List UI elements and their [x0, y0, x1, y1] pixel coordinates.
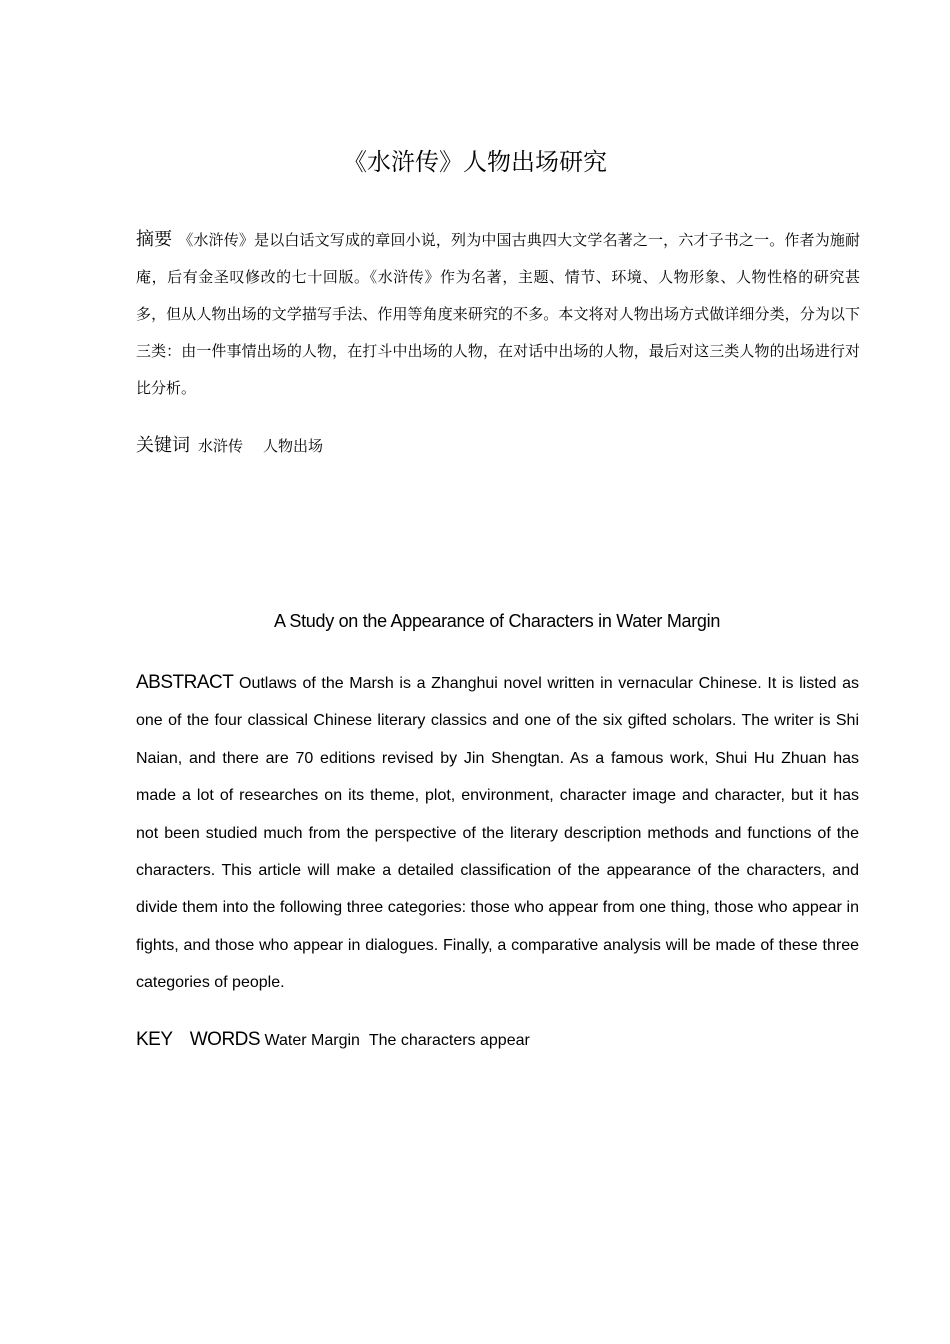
- chinese-abstract-label: 摘要: [136, 229, 173, 250]
- english-abstract: [136, 664, 859, 1002]
- english-keyword: The characters appear: [368, 1032, 530, 1049]
- chinese-abstract-text: 《水浒传》是以白话文写成的章回小说，列为中国古典四大文学名著之一，六才子书之一。作者为施耐庵，后有金圣叹修改的七十回版。《水浒传》作为名著，主题、情节、环境、人物形象、人物性格的研究甚多，但从人物出场的文学描写手法、作用等角度来研究的不多。本文将对人物出场方式做详细分类，分为以下三类：由一件事情出场的人物，在打斗中出场的人物，在对话中出场的人物，最后对这三类人物的出场进行对比分析。: [136, 231, 860, 397]
- english-keywords-label: KEY WORDS: [136, 1029, 261, 1050]
- english-keywords: [136, 1024, 860, 1057]
- chinese-keywords-label: 关键词: [136, 435, 190, 456]
- english-abstract-label: ABSTRACT: [136, 672, 234, 693]
- chinese-title: 《水浒传》人物出场研究: [343, 148, 607, 176]
- chinese-keywords: [136, 428, 860, 464]
- chinese-keyword: 人物出场: [263, 437, 324, 455]
- chinese-keyword: 水浒传: [198, 437, 244, 455]
- english-abstract-text: Outlaws of the Marsh is a Zhanghui novel written in vernacular Chinese. It is listed as one of the four classical Chinese literary classics and one of the six gifted scholars. The writer is Shi Naian, and there are 70 editions revised by Jin Shengtan. As a famous work, Shui Hu Zhuan has made a lot of researches on its theme, plot, environment, character image and character, but it has not been studied much from the perspective of the literary description methods and functions of the characters. This article will make a detailed classification of the appearance of the characters, and divide them into the following three categories: those who appear from one thing, those who appear in fights, and those who appear in dialogues. Finally, a comparative analysis will be made of these three categories of people.: [136, 675, 859, 992]
- chinese-abstract: [136, 221, 860, 407]
- english-keyword: Water Margin: [264, 1032, 360, 1049]
- english-title: A Study on the Appearance of Characters in Water Margin: [273, 611, 721, 631]
